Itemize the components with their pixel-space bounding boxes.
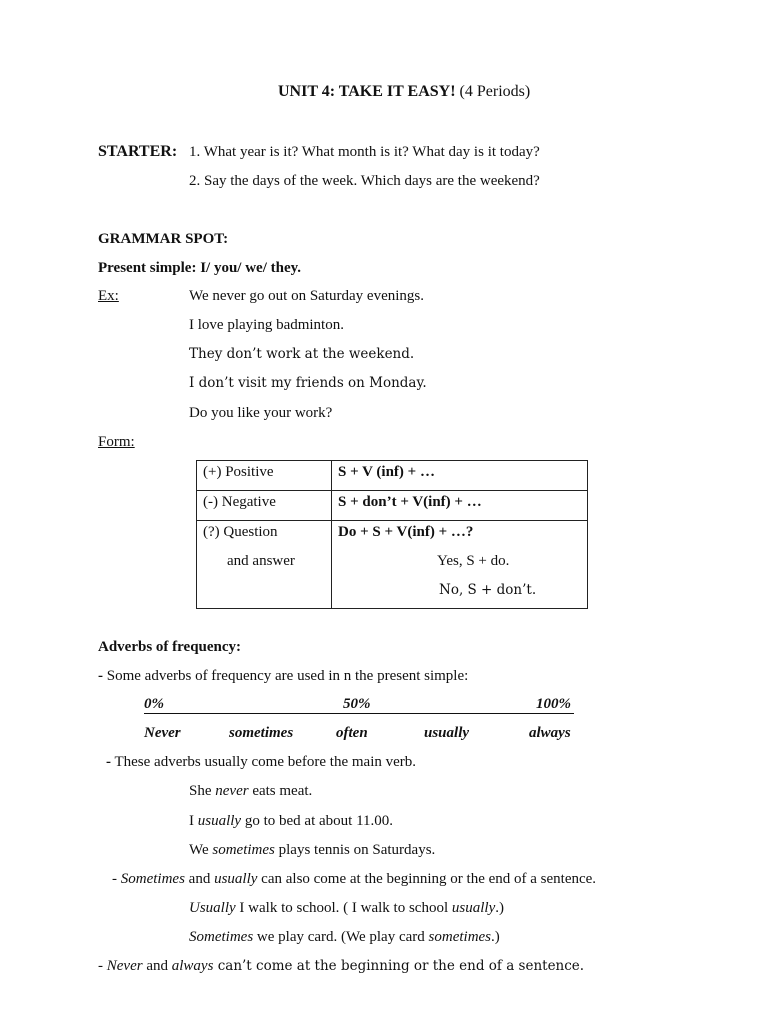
grammar-subheading: Present simple: I/ you/ we/ they. [98,260,302,276]
form-table [196,460,588,609]
adverb-word: usually [451,900,496,916]
frequency-word: always [529,725,571,741]
adverbs-intro [98,668,468,685]
rule-position-text: These adverbs usually come before the main verb. [111,754,417,770]
example-text: We [189,842,213,858]
adverbs-intro-text: Some adverbs of frequency are used in n the present simple: [103,668,469,684]
example-text: eats meat. [248,783,313,799]
scale-0-percent: 0% [144,696,164,712]
example-line: Do you like your work? [189,405,333,421]
adverbs-heading: Adverbs of frequency: [98,639,242,655]
question-formula: Do + S + V(inf) + …? [338,524,474,540]
rule-beginning-end [112,871,596,888]
example-text: we play card. (We play card [253,929,429,945]
bullet-dash: - [98,958,107,974]
negative-formula: S + don’t + V(inf) + … [338,494,482,510]
table-row-positive [197,461,588,491]
example-text: I walk to school. ( I walk to school [235,900,452,916]
table-row-negative [197,491,588,521]
adverb-word: always [171,958,214,974]
example-text: plays tennis on Saturdays. [274,842,436,858]
page-title [278,83,530,101]
adverb-word: Sometimes [120,871,185,887]
starter-question-2: 2. Say the days of the week. Which days are the weekend? [189,173,540,189]
frequency-word: usually [424,725,470,741]
frequency-word: often [336,725,368,741]
question-label-2: and answer [227,553,295,569]
bullet-dash: - [106,754,111,770]
example-text: I [189,813,198,829]
example-text: She [189,783,216,799]
example-line: We never go out on Saturday evenings. [189,288,424,304]
adverb-example [189,842,435,859]
adverb-example [189,783,312,800]
frequency-word: Never [144,725,181,741]
example-line: I love playing badminton. [189,317,344,333]
adverb-word: Sometimes [189,929,254,945]
example-text: .) [491,929,500,945]
example-line: They don’t work at the weekend. [189,346,415,362]
example-text: go to bed at about 11.00. [241,813,394,829]
adverb-word: Usually [189,900,236,916]
rule-text: and [142,958,172,974]
bullet-dash: - [112,871,121,887]
answer-yes: Yes, S + do. [437,553,510,569]
form-label: Form: [98,434,135,450]
positive-label: (+) Positive [203,464,274,480]
example-text: .) [495,900,504,916]
starter-label: STARTER: [98,143,178,160]
frequency-word: sometimes [229,725,294,741]
adverb-example [189,929,500,946]
adverb-word: usually [214,871,258,887]
title-main: UNIT 4: TAKE IT EASY! [278,83,456,100]
positive-formula: S + V (inf) + … [338,464,435,480]
grammar-heading: GRAMMAR SPOT: [98,231,229,247]
scale-100-percent: 100% [536,696,571,712]
rule-text: can’t come at the beginning or the end of a sentence. [213,958,585,974]
adverb-word: sometimes [212,842,275,858]
scale-50-percent: 50% [343,696,371,712]
frequency-scale-line [144,713,574,714]
rule-text: and [184,871,215,887]
example-label: Ex: [98,288,119,304]
adverb-example [189,813,393,830]
adverb-example [189,900,504,917]
adverb-word: Never [106,958,143,974]
adverb-word: never [215,783,249,799]
starter-question-1: 1. What year is it? What month is it? What day is it today? [189,144,540,160]
bullet-dash: - [98,668,103,684]
negative-label: (-) Negative [203,494,276,510]
rule-position [106,754,416,771]
table-row-question [197,521,588,609]
rule-never-always [98,958,584,975]
rule-text: can also come at the beginning or the end of a sentence. [257,871,597,887]
adverb-word: sometimes [428,929,492,945]
title-periods: (4 Periods) [459,83,531,100]
question-label: (?) Question [203,524,278,540]
example-line: I don’t visit my friends on Monday. [189,375,427,391]
answer-no: No, S + don’t. [439,582,537,598]
adverb-word: usually [197,813,242,829]
